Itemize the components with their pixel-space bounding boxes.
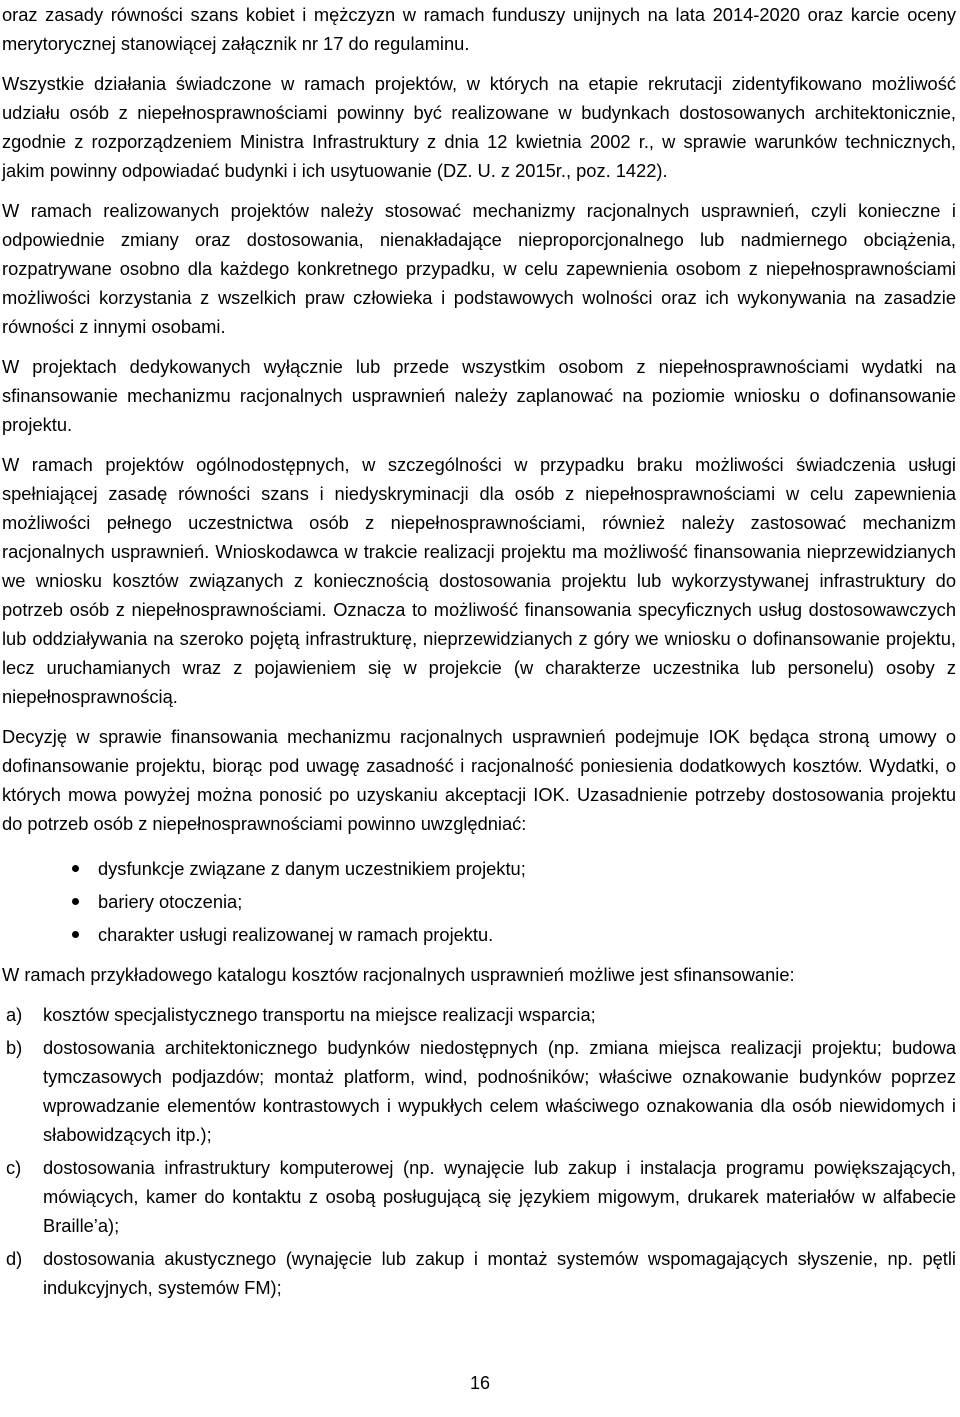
bullet-icon xyxy=(72,898,79,905)
paragraph-architectural-accessibility: Wszystkie działania świadczone w ramach projektów, w których na etapie rekrutacji zidentyfikowano możliwość udziału osób z niepełnosprawnościami powinny być realizowane w budynkach dostosowanych architektonicznie, zgodnie z rozporządzeniem Ministra Infrastruktury z dnia 12 kwietnia 2002 r., w sprawie warunków technicznych, jakim powinny odpowiadać budynki i ich usytuowanie (DZ. U. z 2015r., poz. 1422). xyxy=(2,73,956,181)
list-item-text: dostosowania akustycznego (wynajęcie lub zakup i montaż systemów wspomagających słyszenie, np. pętli indukcyjnych, systemów FM); xyxy=(43,1248,956,1298)
cost-catalog-list xyxy=(2,1000,956,1302)
bullet-text: charakter usługi realizowanej w ramach projektu. xyxy=(98,924,494,945)
paragraph-general-projects: W ramach projektów ogólnodostępnych, w szczególności w przypadku braku możliwości świadczenia usługi spełniającej zasadę równości szans i niedyskryminacji dla osób z niepełnosprawnościami w celu zapewnienia możliwości pełnego uczestnictwa osób z niepełnosprawnościami, również należy zastosować mechanizm racjonalnych usprawnień. Wnioskodawca w trakcie realizacji projektu ma możliwość finansowania nieprzewidzianych we wniosku kosztów związanych z koniecznością dostosowania projektu lub wykorzystywanej infrastruktury do potrzeb osób z niepełnosprawnościami. Oznacza to możliwość finansowania specyficznych usług dostosowawczych lub oddziaływania na szeroko pojętą infrastrukturę, nieprzewidzianych z góry we wniosku o dofinansowanie projektu, lecz uruchamianych wraz z pojawieniem się w projekcie (w charakterze uczestnika lub personelu) osoby z niepełnosprawnością. xyxy=(2,454,956,707)
page-number: 16 xyxy=(469,1373,491,1393)
list-item-text: dostosowania architektonicznego budynków niedostępnych (np. zmiana miejsca realizacji projektu; budowa tymczasowych podjazdów; montaż platform, wind, podnośników; właściwe oznakowanie budynków poprzez wprowadzanie elementów kontrastowych i wypukłych celem właściwego oznakowania dla osób niewidomych i słabowidzących itp.); xyxy=(43,1037,956,1145)
list-item-text: kosztów specjalistycznego transportu na miejsce realizacji wsparcia; xyxy=(43,1004,596,1025)
list-marker: c) xyxy=(6,1157,22,1178)
paragraph-iok-decision: Decyzję w sprawie finansowania mechanizmu racjonalnych usprawnień podejmuje IOK będąca stroną umowy o dofinansowanie projektu, biorąc pod uwagę zasadność i racjonalność poniesienia dodatkowych kosztów. Wydatki, o których mowa powyżej można ponosić po uzyskaniu akceptacji IOK. Uzasadnienie potrzeby dostosowania projektu do potrzeb osób z niepełnosprawnościami powinno uwzględniać: xyxy=(2,726,956,834)
document-page xyxy=(2,0,956,1306)
bullet-item xyxy=(2,854,956,883)
list-marker: d) xyxy=(6,1248,23,1269)
paragraph-reasonable-accommodation: W ramach realizowanych projektów należy stosować mechanizmy racjonalnych usprawnień, czyli konieczne i odpowiednie zmiany oraz dostosowania, nienakładające nieproporcjonalnego lub nadmiernego obciążenia, rozpatrywane osobno dla każdego konkretnego przypadku, w celu zapewnienia osobom z niepełnosprawnościami możliwości korzystania z wszelkich praw człowieka i podstawowych wolności oraz ich wykonywania na zasadzie równości z innymi osobami. xyxy=(2,200,956,337)
bullet-item xyxy=(2,887,956,916)
paragraph-intro-continuation: oraz zasady równości szans kobiet i mężczyzn w ramach funduszy unijnych na lata 2014-2020 oraz karcie oceny merytorycznej stanowiącej załącznik nr 17 do regulaminu. xyxy=(2,4,956,54)
bullet-item xyxy=(2,920,956,949)
list-item xyxy=(2,1244,956,1302)
list-item-text: dostosowania infrastruktury komputerowej (np. wynajęcie lub zakup i instalacja programu powiększających, mówiących, kamer do kontaktu z osobą posługującą się językiem migowym, drukarek materiałów w alfabecie Braille’a); xyxy=(43,1157,956,1236)
list-item xyxy=(2,1000,956,1029)
list-marker: a) xyxy=(6,1004,23,1025)
paragraph-dedicated-projects: W projektach dedykowanych wyłącznie lub przede wszystkim osobom z niepełnosprawnościami wydatki na sfinansowanie mechanizmu racjonalnych usprawnień należy zaplanować na poziomie wniosku o dofinansowanie projektu. xyxy=(2,356,956,435)
list-item xyxy=(2,1153,956,1240)
bullet-icon xyxy=(72,865,79,872)
list-marker: b) xyxy=(6,1037,23,1058)
paragraph-cost-catalog-intro: W ramach przykładowego katalogu kosztów racjonalnych usprawnień możliwe jest sfinansowanie: xyxy=(2,964,795,985)
bullet-icon xyxy=(72,931,79,938)
bullet-text: dysfunkcje związane z danym uczestnikiem projektu; xyxy=(98,858,526,879)
justification-bullet-list xyxy=(2,854,956,949)
list-item xyxy=(2,1033,956,1149)
bullet-text: bariery otoczenia; xyxy=(98,891,243,912)
